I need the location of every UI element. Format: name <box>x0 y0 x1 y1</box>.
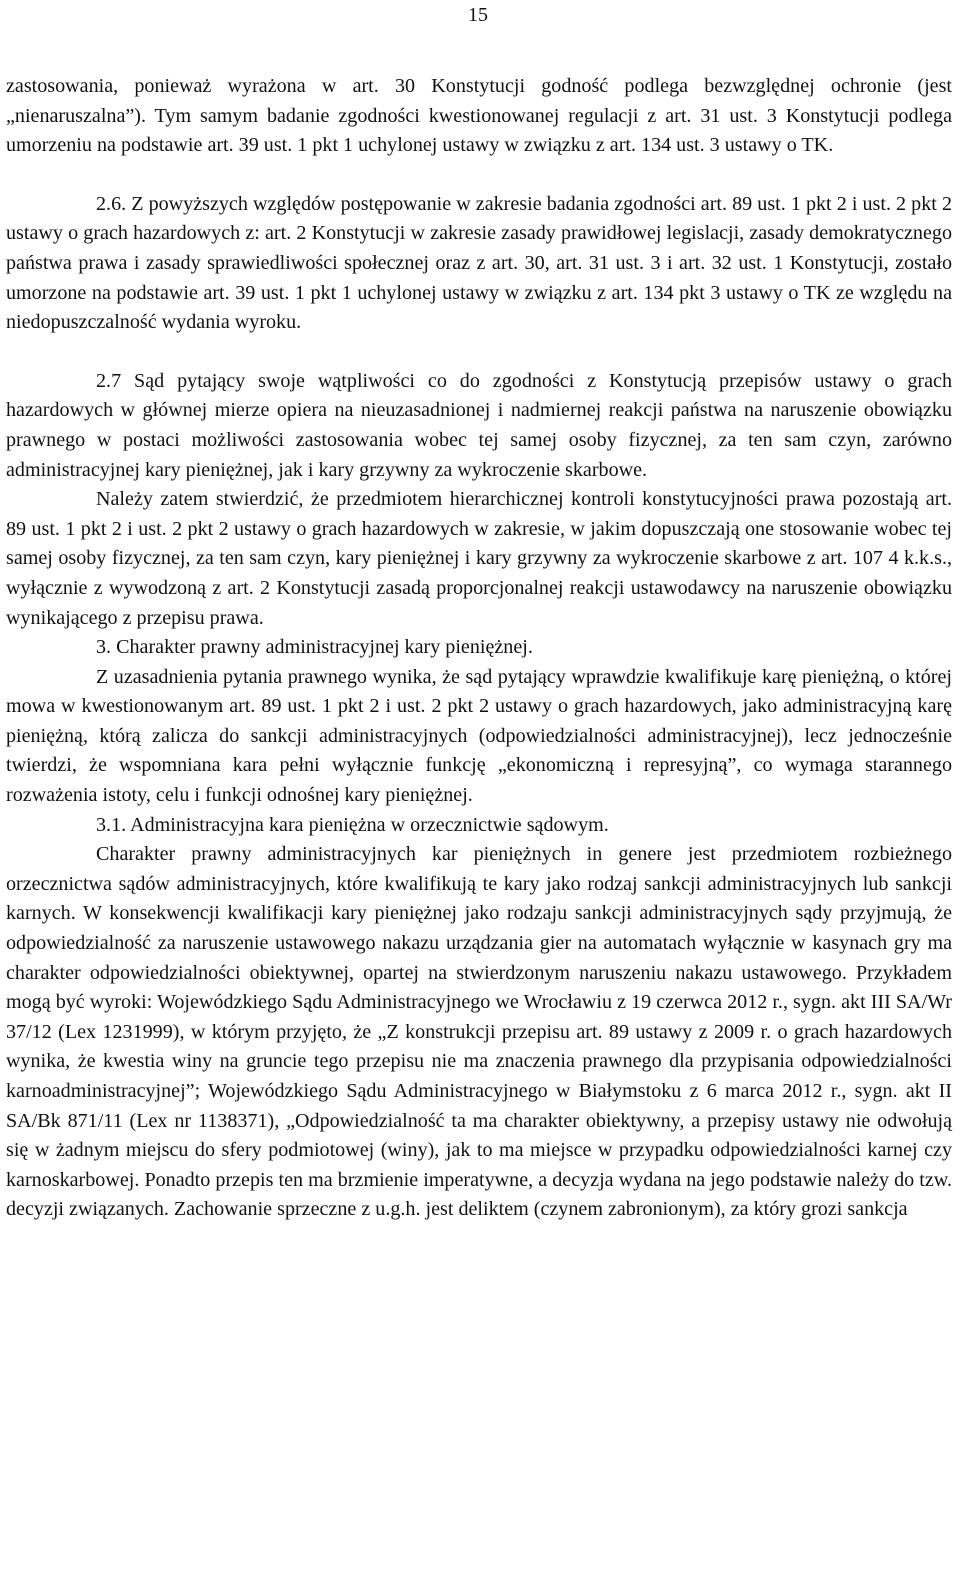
paragraph-section-3-1: Charakter prawny administracyjnych kar pieniężnych in genere jest przedmiotem rozbieżnego orzecznictwa sądów administracyjnych, które kwalifikują te kary jako rodzaj sankcji administracyjnych lub sankcji karnych. W konsekwencji kwalifikacji kary pieniężnej jako rodzaju sankcji administracyjnych sądy przyjmują, że odpowiedzialność za naruszenie ustawowego nakazu urządzania gier na automatach wyłącznie w kasynach gry ma charakter odpowiedzialności obiektywnej, opartej na stwierdzonym naruszeniu nakazu ustawowego. Przykładem mogą być wyroki: Wojewódzkiego Sądu Administracyjnego we Wrocławiu z 19 czerwca 2012 r., sygn. akt III SA/Wr 37/12 (Lex 1231999), w którym przyjęto, że „Z konstrukcji przepisu art. 89 ustawy z 2009 r. o grach hazardowych wynika, że kwestia winy na gruncie tego przepisu nie ma znaczenia prawnego dla przypisania odpowiedzialności karnoadministracyjnej”; Wojewódzkiego Sądu Administracyjnego w Białymstoku z 6 marca 2012 r., sygn. akt II SA/Bk 871/11 (Lex nr 1138371), „Odpowiedzialność ta ma charakter obiektywny, a przepisy ustawy nie odwołują się w żadnym miejscu do sfery podmiotowej (winy), jak to ma miejsce w przypadku odpowiedzialności karnej czy karnoskarbowej. Ponadto przepis ten ma brzmienie imperatywne, a decyzja wydana na jego podstawie należy do tzw. decyzji związanych. Zachowanie sprzeczne z u.g.h. jest deliktem (czynem zabronionym), za który grozi sankcja <box>6 843 952 1221</box>
paragraph-2-7: 2.7 Sąd pytający swoje wątpliwości co do zgodności z Konstytucją przepisów ustawy o grach hazardowych w głównej mierze opiera na nieuzasadnionej i nadmiernej reakcji państwa na naruszenie obowiązku prawnego w postaci możliwości zastosowania wobec tej samej osoby fizycznej, za ten sam czyn, zarówno administracyjnej kary pieniężnej, jak i kary grzywny za wykroczenie skarbowe. <box>6 369 952 481</box>
paragraph-continuation: zastosowania, ponieważ wyrażona w art. 30 Konstytucji godność podlega bezwzględnej ochronie (jest „nienaruszalna”). Tym samym badanie zgodności kwestionowanej regulacji z art. 31 ust. 3 Konstytucji podlega umorzeniu na podstawie art. 39 ust. 1 pkt 1 uchylonej ustawy w związku z art. 134 ust. 3 ustawy o TK. <box>6 75 952 157</box>
document-body <box>6 72 952 1225</box>
section-heading-3-1: 3.1. Administracyjna kara pieniężna w orzecznictwie sądowym. <box>96 813 609 836</box>
section-heading-3: 3. Charakter prawny administracyjnej kary pieniężnej. <box>96 636 533 659</box>
page-number: 15 <box>468 4 488 26</box>
paragraph-2-6: 2.6. Z powyższych względów postępowanie w zakresie badania zgodności art. 89 ust. 1 pkt 2 i ust. 2 pkt 2 ustawy o grach hazardowych z: art. 2 Konstytucji w zakresie zasady prawidłowej legislacji, zasady demokratycznego państwa prawa i zasady sprawiedliwości społecznej oraz z art. 30, art. 31 ust. 3 i art. 32 ust. 1 Konstytucji, zostało umorzone na podstawie art. 39 ust. 1 pkt 1 uchylonej ustawy w związku z art. 134 pkt 3 ustawy o TK ze względu na niedopuszczalność wydania wyroku. <box>6 192 952 334</box>
paragraph-conclusion: Należy zatem stwierdzić, że przedmiotem hierarchicznej kontroli konstytucyjności prawa pozostają art. 89 ust. 1 pkt 2 i ust. 2 pkt 2 ustawy o grach hazardowych w zakresie, w jakim dopuszczają one stosowanie wobec tej samej osoby fizycznej, za ten sam czyn, kary pieniężnej i kary grzywny za wykroczenie skarbowe z art. 107 4 k.k.s., wyłącznie z wywodzoną z art. 2 Konstytucji zasadą proporcjonalnej reakcji ustawodawcy na naruszenie obowiązku wynikającego z przepisu prawa. <box>6 488 952 629</box>
paragraph-section-3: Z uzasadnienia pytania prawnego wynika, że sąd pytający wprawdzie kwalifikuje karę pieniężną, o której mowa w kwestionowanym art. 89 ust. 1 pkt 2 i ust. 2 pkt 2 ustawy o grach hazardowych, jako administracyjną karę pieniężną, którą zalicza do sankcji administracyjnych (odpowiedzialności administracyjnej), lecz jednocześnie twierdzi, że wspomniana kara pełni wyłącznie funkcję „ekonomiczną i represyjną”, co wymaga starannego rozważenia istoty, celu i funkcji odnośnej kary pieniężnej. <box>6 665 952 807</box>
